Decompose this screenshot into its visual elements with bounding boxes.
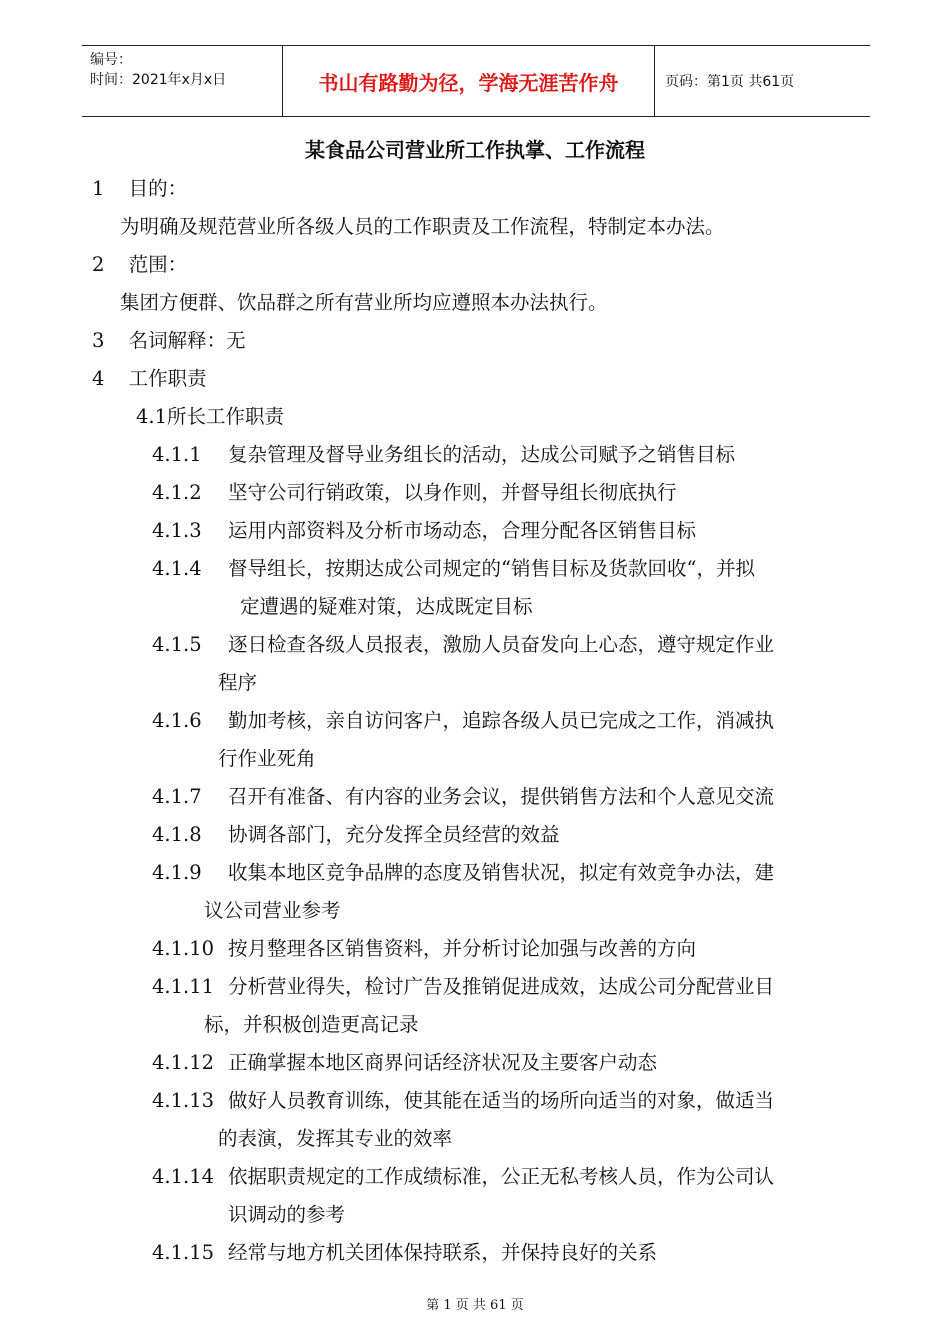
item-number: 4.1.1 xyxy=(152,443,202,466)
list-item xyxy=(152,632,774,658)
item-number: 4.1.8 xyxy=(152,823,202,846)
item-number: 4.1.5 xyxy=(152,633,202,656)
document-time-label: 时间：2021年x月x日 xyxy=(90,72,227,88)
list-item xyxy=(152,442,735,468)
list-item xyxy=(152,1088,774,1114)
item-text: 勤加考核，亲自访问客户，追踪各级人员已完成之工作，消减执 xyxy=(228,709,775,732)
item-number: 4.1.10 xyxy=(152,937,215,960)
list-item xyxy=(152,556,755,582)
item-continuation: 的表演，发挥其专业的效率 xyxy=(218,1127,453,1150)
item-text: 依据职责规定的工作成绩标准，公正无私考核人员，作为公司认 xyxy=(228,1165,775,1188)
item-continuation: 识调动的参考 xyxy=(228,1203,346,1226)
item-text: 复杂管理及督导业务组长的活动，达成公司赋予之销售目标 xyxy=(228,443,736,466)
document-number-label: 编号： xyxy=(90,52,132,68)
item-number: 4.1.12 xyxy=(152,1051,215,1074)
item-text: 运用内部资料及分析市场动态，合理分配各区销售目标 xyxy=(228,519,697,542)
item-number: 4.1.14 xyxy=(152,1165,215,1188)
list-item xyxy=(152,784,774,810)
list-item xyxy=(152,480,677,506)
item-continuation: 程序 xyxy=(218,671,258,694)
header-page-info: 页码：第1页 共61页 xyxy=(665,74,795,90)
item-number: 4.1.2 xyxy=(152,481,202,504)
item-continuation: 标，并积极创造更高记录 xyxy=(204,1013,419,1036)
header-meta-cell xyxy=(82,46,283,116)
item-continuation: 议公司营业参考 xyxy=(204,899,341,922)
header-table xyxy=(82,45,870,117)
subsection-4-1-title: 4.1所长工作职责 xyxy=(136,405,285,428)
item-text: 逐日检查各级人员报表，激励人员奋发向上心态，遵守规定作业 xyxy=(228,633,775,656)
header-motto: 书山有路勤为径，学海无涯苦作舟 xyxy=(283,46,655,116)
section-number: 1 xyxy=(92,177,105,200)
item-number: 4.1.7 xyxy=(152,785,202,808)
list-item xyxy=(152,822,560,848)
list-item xyxy=(152,974,774,1000)
section-2-heading xyxy=(92,252,187,278)
item-text: 协调各部门，充分发挥全员经营的效益 xyxy=(228,823,560,846)
item-text: 收集本地区竞争品牌的态度及销售状况，拟定有效竞争办法，建 xyxy=(228,861,775,884)
item-text: 坚守公司行销政策，以身作则，并督导组长彻底执行 xyxy=(228,481,677,504)
item-number: 4.1.9 xyxy=(152,861,202,884)
item-number: 4.1.6 xyxy=(152,709,202,732)
list-item xyxy=(152,1050,657,1076)
section-1-body: 为明确及规范营业所各级人员的工作职责及工作流程，特制定本办法。 xyxy=(120,215,725,238)
item-text: 分析营业得失，检讨广告及推销促进成效，达成公司分配营业目 xyxy=(228,975,775,998)
list-item xyxy=(152,860,774,886)
section-number: 2 xyxy=(92,253,105,276)
section-title: 范围： xyxy=(128,253,188,276)
section-3-heading xyxy=(92,328,246,354)
item-continuation: 定遭遇的疑难对策，达成既定目标 xyxy=(240,595,533,618)
item-text: 按月整理各区销售资料，并分析讨论加强与改善的方向 xyxy=(228,937,697,960)
section-number: 3 xyxy=(92,329,105,352)
list-item xyxy=(152,1164,774,1190)
item-number: 4.1.13 xyxy=(152,1089,215,1112)
page-footer: 第 1 页 共 61 页 xyxy=(426,1298,524,1313)
section-2-body: 集团方便群、饮品群之所有营业所均应遵照本办法执行。 xyxy=(120,291,608,314)
list-item xyxy=(152,708,774,734)
item-text: 正确掌握本地区商界问话经济状况及主要客户动态 xyxy=(228,1051,658,1074)
list-item xyxy=(152,518,696,544)
item-continuation: 行作业死角 xyxy=(218,747,316,770)
item-number: 4.1.4 xyxy=(152,557,202,580)
list-item xyxy=(152,1240,657,1266)
section-number: 4 xyxy=(92,367,105,390)
item-text: 召开有准备、有内容的业务会议，提供销售方法和个人意见交流 xyxy=(228,785,775,808)
section-4-heading xyxy=(92,366,207,392)
item-text: 做好人员教育训练，使其能在适当的场所向适当的对象，做适当 xyxy=(228,1089,775,1112)
item-text: 经常与地方机关团体保持联系，并保持良好的关系 xyxy=(228,1241,658,1264)
item-text: 督导组长，按期达成公司规定的“销售目标及货款回收“，并拟 xyxy=(228,557,755,580)
section-title: 目的： xyxy=(128,177,188,200)
section-title: 工作职责 xyxy=(128,367,207,390)
item-number: 4.1.11 xyxy=(152,975,215,998)
item-number: 4.1.3 xyxy=(152,519,202,542)
item-number: 4.1.15 xyxy=(152,1241,215,1264)
section-1-heading xyxy=(92,176,187,202)
list-item xyxy=(152,936,696,962)
document-title: 某食品公司营业所工作执掌、工作流程 xyxy=(305,138,645,162)
section-title: 名词解释：无 xyxy=(128,329,246,352)
